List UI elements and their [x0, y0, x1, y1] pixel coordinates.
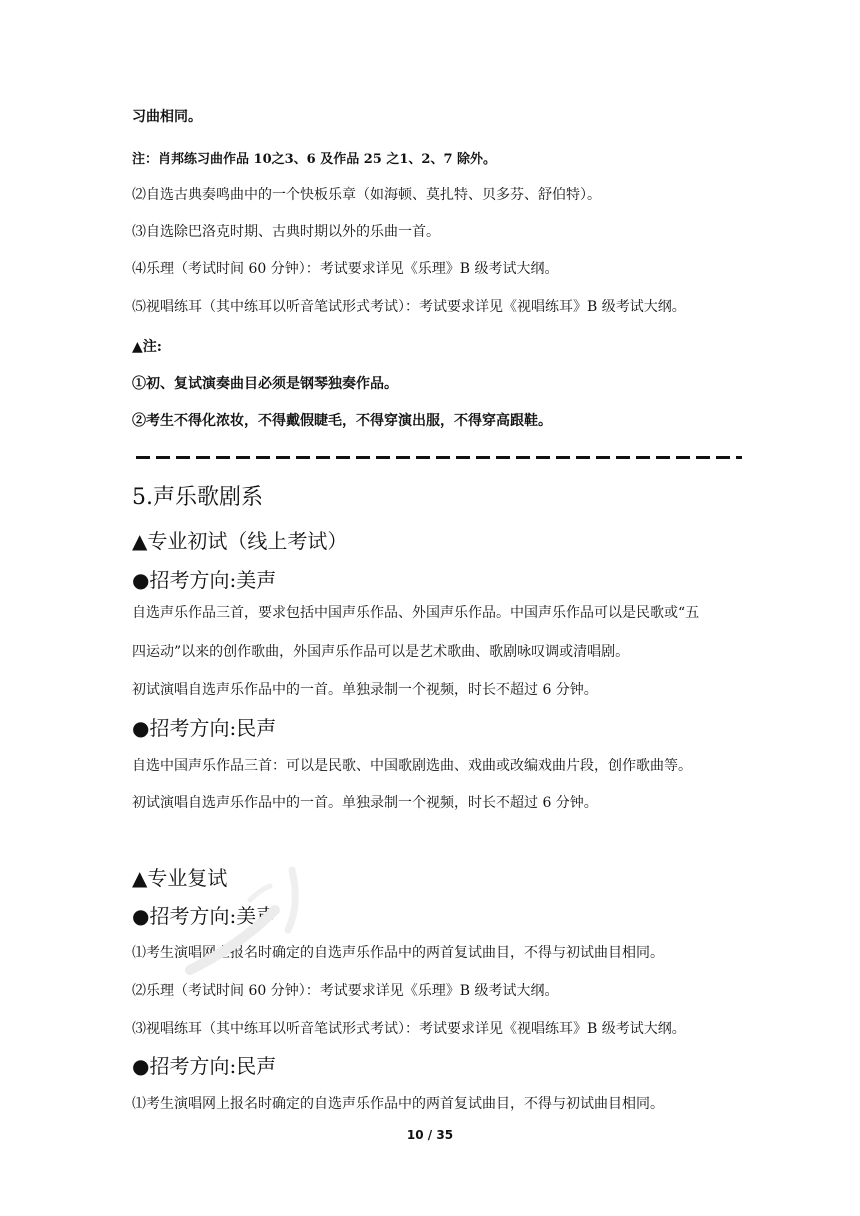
bel-canto-req-2: 四运动”以来的创作歌曲，外国声乐作品可以是艺术歌曲、歌剧咏叹调或清唱剧。: [132, 644, 630, 660]
preliminary-heading: ▲专业初试（线上考试）: [132, 529, 348, 553]
item-5-solfege: ⑸视唱练耳（其中练耳以听音笔试形式考试）：考试要求详见《视唱练耳》B 级考试大纲。: [132, 299, 686, 315]
item-2-sonata: ⑵自选古典奏鸣曲中的一个快板乐章（如海顿、莫扎特、贝多芬、舒伯特）。: [132, 187, 601, 203]
retest-direction-bel-canto: ●招考方向:美声: [132, 904, 277, 928]
item-3-free-piece: ⑶自选除巴洛克时期、古典时期以外的乐曲一首。: [132, 224, 440, 240]
note-2: ②考生不得化浓妆，不得戴假睫毛，不得穿演出服，不得穿高跟鞋。: [132, 413, 552, 429]
notes-heading: ▲注:: [132, 339, 162, 355]
chopin-note: 注：肖邦练习曲作品 10之3、6 及作品 25 之1、2、7 除外。: [132, 152, 497, 167]
bel-canto-req-1: 自选声乐作品三首，要求包括中国声乐作品、外国声乐作品。中国声乐作品可以是民歌或“五: [132, 605, 700, 621]
retest-heading: ▲专业复试: [132, 866, 228, 890]
dashed-divider: [136, 456, 742, 459]
folk-req-2: 初试演唱自选声乐作品中的一首。单独录制一个视频，时长不超过 6 分钟。: [132, 795, 598, 811]
retest-bel-canto-3: ⑶视唱练耳（其中练耳以听音笔试形式考试）：考试要求详见《视唱练耳》B 级考试大纲。: [132, 1021, 686, 1037]
direction-bel-canto: ●招考方向:美声: [132, 568, 277, 592]
page-number: 10 / 35: [406, 1128, 454, 1142]
retest-bel-canto-1: ⑴考生演唱网上报名时确定的自选声乐作品中的两首复试曲目，不得与初试曲目相同。: [132, 945, 664, 961]
bel-canto-req-3: 初试演唱自选声乐作品中的一首。单独录制一个视频，时长不超过 6 分钟。: [132, 682, 598, 698]
section-title: 5.声乐歌剧系: [132, 485, 263, 510]
retest-direction-folk: ●招考方向:民声: [132, 1054, 277, 1078]
retest-bel-canto-2: ⑵乐理（考试时间 60 分钟）：考试要求详见《乐理》B 级考试大纲。: [132, 983, 559, 999]
direction-folk: ●招考方向:民声: [132, 716, 277, 740]
retest-folk-1: ⑴考生演唱网上报名时确定的自选声乐作品中的两首复试曲目，不得与初试曲目相同。: [132, 1096, 664, 1112]
continuation-text: 习曲相同。: [132, 109, 202, 125]
item-4-music-theory: ⑷乐理（考试时间 60 分钟）：考试要求详见《乐理》B 级考试大纲。: [132, 261, 559, 277]
folk-req-1: 自选中国声乐作品三首：可以是民歌、中国歌剧选曲、戏曲或改编戏曲片段，创作歌曲等。: [132, 758, 692, 774]
note-1: ①初、复试演奏曲目必须是钢琴独奏作品。: [132, 376, 398, 392]
